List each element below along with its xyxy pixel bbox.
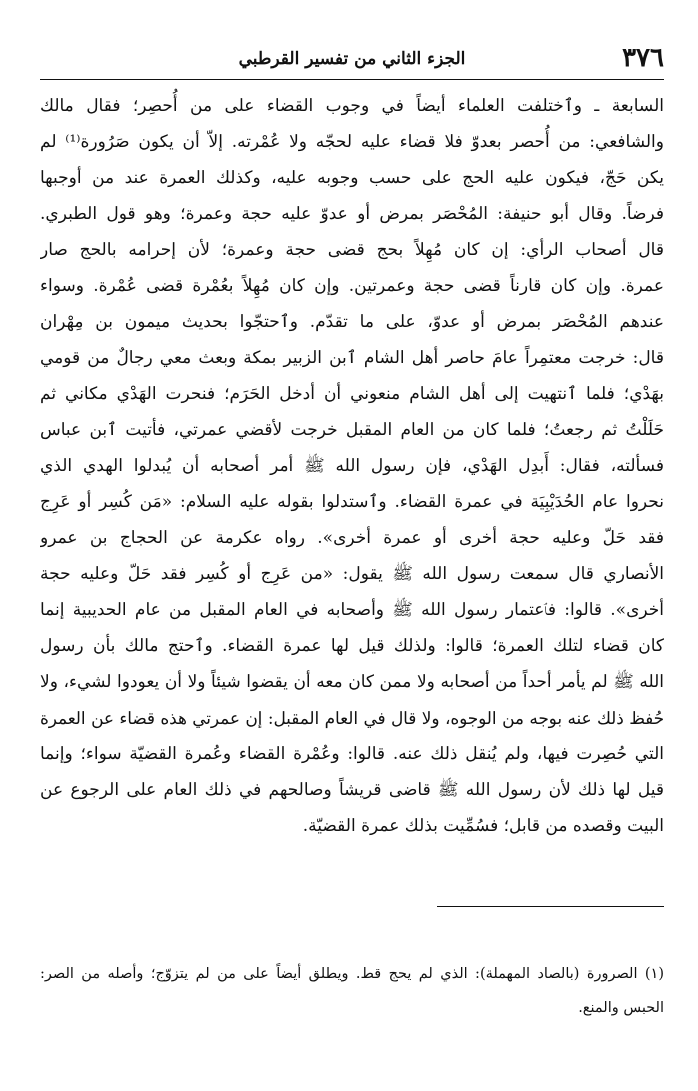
text-line: كان قضاء لتلك العمرة؛ قالوا: ولذلك قيل لها عمرة القضاء. وٱحتج مالك بأن رسول — [40, 636, 664, 656]
text-line: عندهم المُحْصَر بمرض أو عدوّ، على ما تقدّم. وٱحتجّوا بحديث ميمون بن مِهْران — [40, 312, 664, 332]
page-header — [40, 40, 664, 80]
footnote-separator — [437, 906, 664, 907]
text-line: أخرى». قالوا: فٱعتمار رسول الله ﷺ وأصحابه في العام المقبل من عام الحديبية إنما — [40, 600, 664, 620]
footnote-line: الحبس والمنع. — [578, 1000, 664, 1016]
text-line: الأنصاري قال سمعت رسول الله ﷺ يقول: «من عَرِج أو كُسِر فقد حَلّ وعليه حجة — [40, 564, 664, 584]
text-line: عمرة. وإن كان قارناً قضى حجة وعمرتين. وإن كان مُهِلاً بعُمْرة قضى عُمْرة. وسواء — [40, 276, 664, 296]
text-line: فقد حَلّ وعليه حجة أخرى أو عمرة أخرى». رواه عكرمة عن الحجاج بن عمرو — [40, 528, 664, 548]
text-line: فسألته، فقال: أَبدِل الهَدْي، فإن رسول الله ﷺ أمر أصحابه أن يُبدلوا الهدي الذي — [40, 456, 664, 476]
text-line: الله ﷺ لم يأمر أحداً من أصحابه ولا ممن كان معه أن يقضوا شيئاً ولا أن يعودوا لشيء، ولا — [40, 672, 664, 692]
text-line: نحروا عام الحُدَيْبِيَة في عمرة القضاء. وٱستدلوا بقوله عليه السلام: «مَن كُسِر أو عَرِج — [40, 492, 664, 512]
footnote-line: (١) الصرورة (بالصاد المهملة): الذي لم يحج قط. ويطلق أيضاً على من لم يتزوّج؛ وأصله من الصر: — [40, 966, 664, 982]
text-line: قيل لها ذلك لأن رسول الله ﷺ قاضى قريشاً وصالحهم في ذلك العام على الرجوع عن — [40, 780, 664, 800]
main-text — [40, 88, 664, 844]
text-line: السابعة ـ وٱختلفت العلماء أيضاً في وجوب القضاء على من أُحصِر؛ فقال مالك — [40, 96, 664, 116]
text-line: والشافعي: من أُحصر بعدوّ فلا قضاء عليه لحجّه ولا عُمْرته. إلاّ أن يكون صَرُورة⁽¹⁾ لم — [40, 132, 664, 152]
text-line: يكن حَجّ، فيكون عليه الحج على حسب وجوبه عليه، وكذلك العمرة عند من أوجبها — [40, 168, 664, 188]
text-line: البيت وقصده من قابل؛ فسُمِّيت بذلك عمرة القضيّة. — [302, 816, 664, 836]
footnotes — [40, 957, 664, 1025]
text-line: فرضاً. وقال أبو حنيفة: المُحْصَر بمرض أو عدوّ عليه حجة وعمرة؛ وهو قول الطبري. — [40, 204, 664, 224]
header-rule — [40, 79, 664, 80]
text-line: قال: خرجت معتمِراً عامَ حاصر أهل الشام ٱبن الزبير بمكة وبعث معي رجالٌ من قومي — [40, 348, 664, 368]
text-line: قال أصحاب الرأي: إن كان مُهِلاً بحج قضى حجة وعمرة؛ لأن إحرامه بالحج صار — [40, 240, 664, 260]
text-line: التي حُصِرت فيها، ولم يُنقل ذلك عنه. قالوا: وعُمْرة القضاء وعُمرة القضيّة سواء؛ وإنما — [40, 744, 664, 764]
text-line: حَلَلْتُ ثم رجعتُ؛ فلما كان من العام المقبل خرجت لأقضي عمرتي، فأتيت ٱبن عباس — [40, 420, 664, 440]
page-number: ٣٧٦ — [622, 43, 664, 73]
text-line: بهَدْي؛ فلما ٱنتهيت إلى أهل الشام منعوني أن أدخل الحَرَم؛ فنحرت الهَدْي مكاني ثم — [40, 384, 664, 404]
text-line: حُفظ ذلك عنه بوجه من الوجوه، ولا قال في العام المقبل: إن عمرتي هذه قضاء عن العمرة — [40, 708, 664, 728]
running-title: الجزء الثاني من تفسير القرطبي — [238, 49, 466, 69]
